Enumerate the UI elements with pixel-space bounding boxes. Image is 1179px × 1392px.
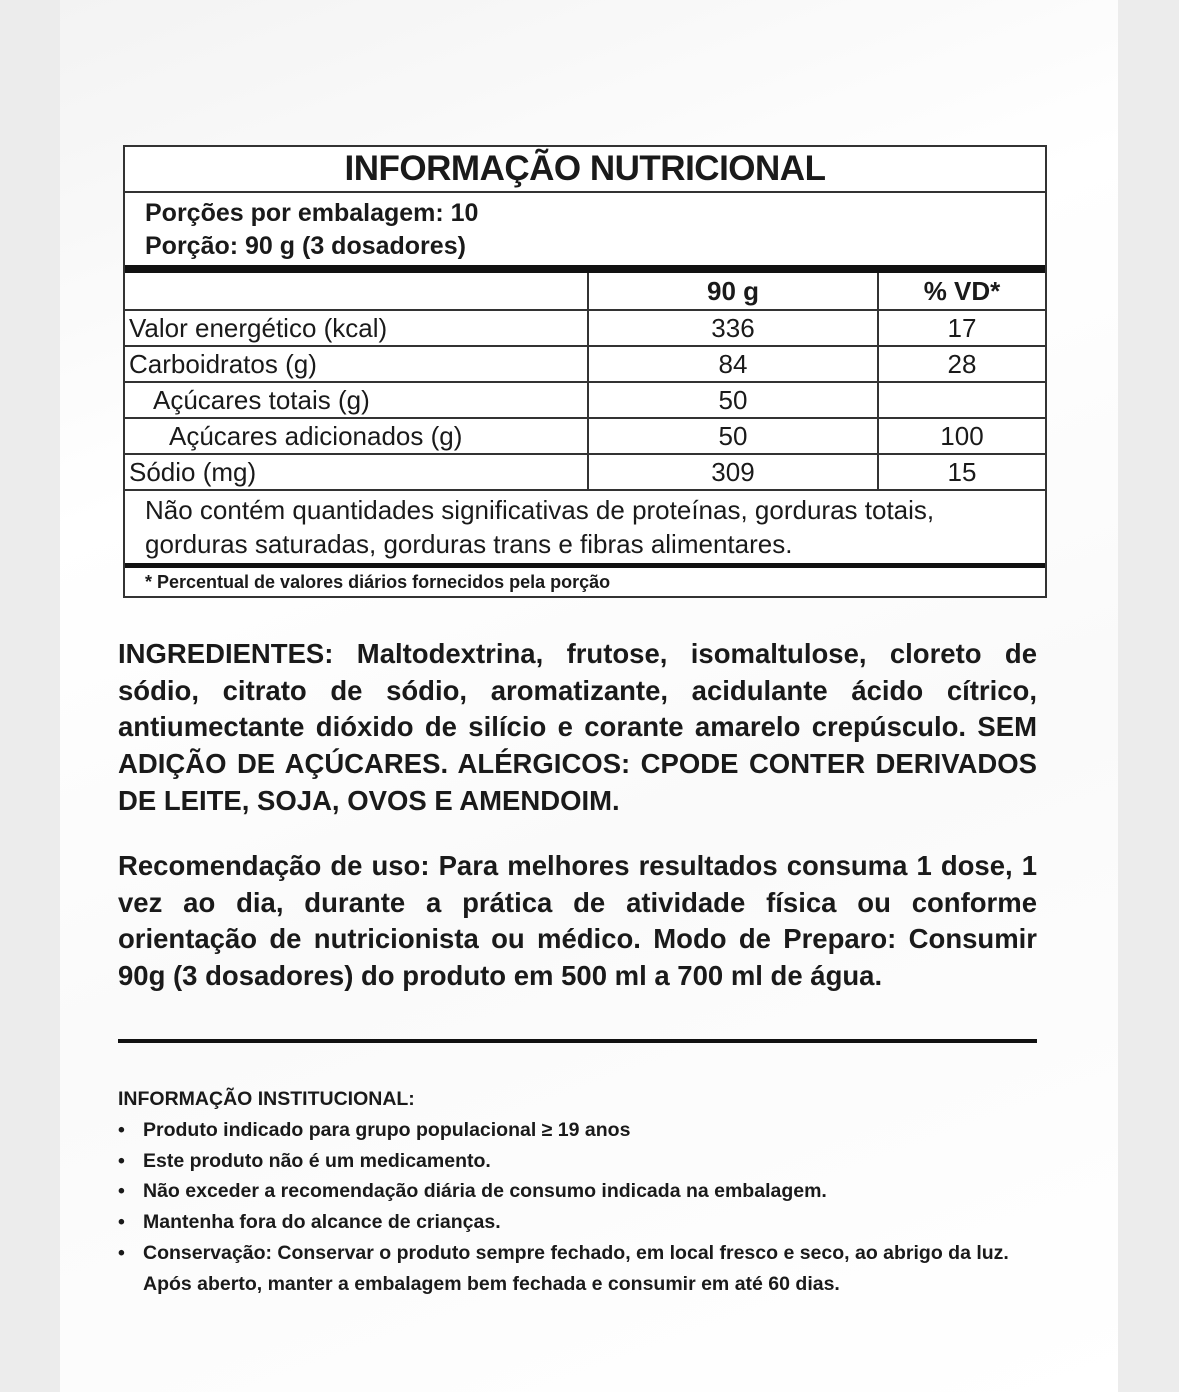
table-row [125,454,1045,490]
serving-size: Porção: 90 g (3 dosadores) [145,232,466,260]
nutrient-amount: 50 [588,382,878,418]
nutrient-dv: 100 [878,418,1045,454]
bullet-icon: • [118,1180,125,1203]
institutional-title: INFORMAÇÃO INSTITUCIONAL: [118,1088,415,1110]
nutrition-facts-table [123,145,1047,598]
bullet-icon: • [118,1118,125,1141]
nutrient-label: Carboidratos (g) [125,346,588,382]
list-item-text: Conservação: Conservar o produto sempre fechado, em local fresco e seco, ao abrigo da luz. Após aberto, manter a embalagem bem fechada e consumir em até 60 dias. [143,1241,1009,1295]
nutrient-amount: 50 [588,418,878,454]
table-row [125,418,1045,454]
list-item [118,1238,1043,1300]
bullet-icon: • [118,1211,125,1234]
nutrition-note: Não contém quantidades significativas de proteínas, gorduras totais, gorduras saturadas, gorduras trans e fibras alimentares. [125,491,1045,568]
servings-per-package: Porções por embalagem: 10 [145,199,479,227]
nutrient-dv [878,382,1045,418]
list-item [118,1207,1043,1238]
ingredients-text: INGREDIENTES: Maltodextrina, frutose, isomaltulose, cloreto de sódio, citrato de sódio, aromatizante, acidulante ácido cítrico, antiumectante dióxido de silício e corante amarelo crepúsculo. SEM ADIÇÃO DE AÇÚCARES. ALÉRGICOS: CPODE CONTER DERIVADOS DE LEITE, SOJA, OVOS E AMENDOIM. [118,638,1037,816]
list-item-text: Produto indicado para grupo populacional ≥ 19 anos [143,1118,631,1141]
bullet-icon: • [118,1149,125,1172]
table-row [125,382,1045,418]
serving-info [125,193,1045,273]
list-item-text: Mantenha fora do alcance de crianças. [143,1211,501,1234]
list-item [118,1146,1043,1177]
divider [118,1039,1037,1043]
nutrient-table [125,273,1045,491]
recommendation-text: Recomendação de uso: Para melhores resultados consuma 1 dose, 1 vez ao dia, durante a prática de atividade física ou conforme orientação de nutricionista ou médico. Modo de Preparo: Consumir 90g (3 dosadores) do produto em 500 ml a 700 ml de água. [118,850,1037,992]
table-row [125,310,1045,346]
nutrient-dv: 28 [878,346,1045,382]
list-item-text: Este produto não é um medicamento. [143,1149,491,1172]
institutional-list [118,1115,1043,1300]
header-nutrient [125,273,588,310]
nutrient-label: Sódio (mg) [125,454,588,490]
nutrient-label: Valor energético (kcal) [125,310,588,346]
nutrient-dv: 15 [878,454,1045,490]
nutrient-amount: 84 [588,346,878,382]
header-dv: % VD* [878,273,1045,310]
institutional-info [118,1084,1043,1300]
nutrient-amount: 309 [588,454,878,490]
nutrition-title: INFORMAÇÃO NUTRICIONAL [125,147,1045,193]
bullet-icon: • [118,1241,125,1264]
header-amount: 90 g [588,273,878,310]
nutrient-label: Açúcares adicionados (g) [125,418,588,454]
list-item-text: Não exceder a recomendação diária de consumo indicada na embalagem. [143,1180,827,1203]
list-item [118,1115,1043,1146]
table-header-row [125,273,1045,310]
nutrition-footnote: * Percentual de valores diários fornecidos pela porção [145,572,611,592]
nutrient-label: Açúcares totais (g) [125,382,588,418]
nutrient-dv: 17 [878,310,1045,346]
list-item [118,1176,1043,1207]
nutrient-amount: 336 [588,310,878,346]
table-row [125,346,1045,382]
